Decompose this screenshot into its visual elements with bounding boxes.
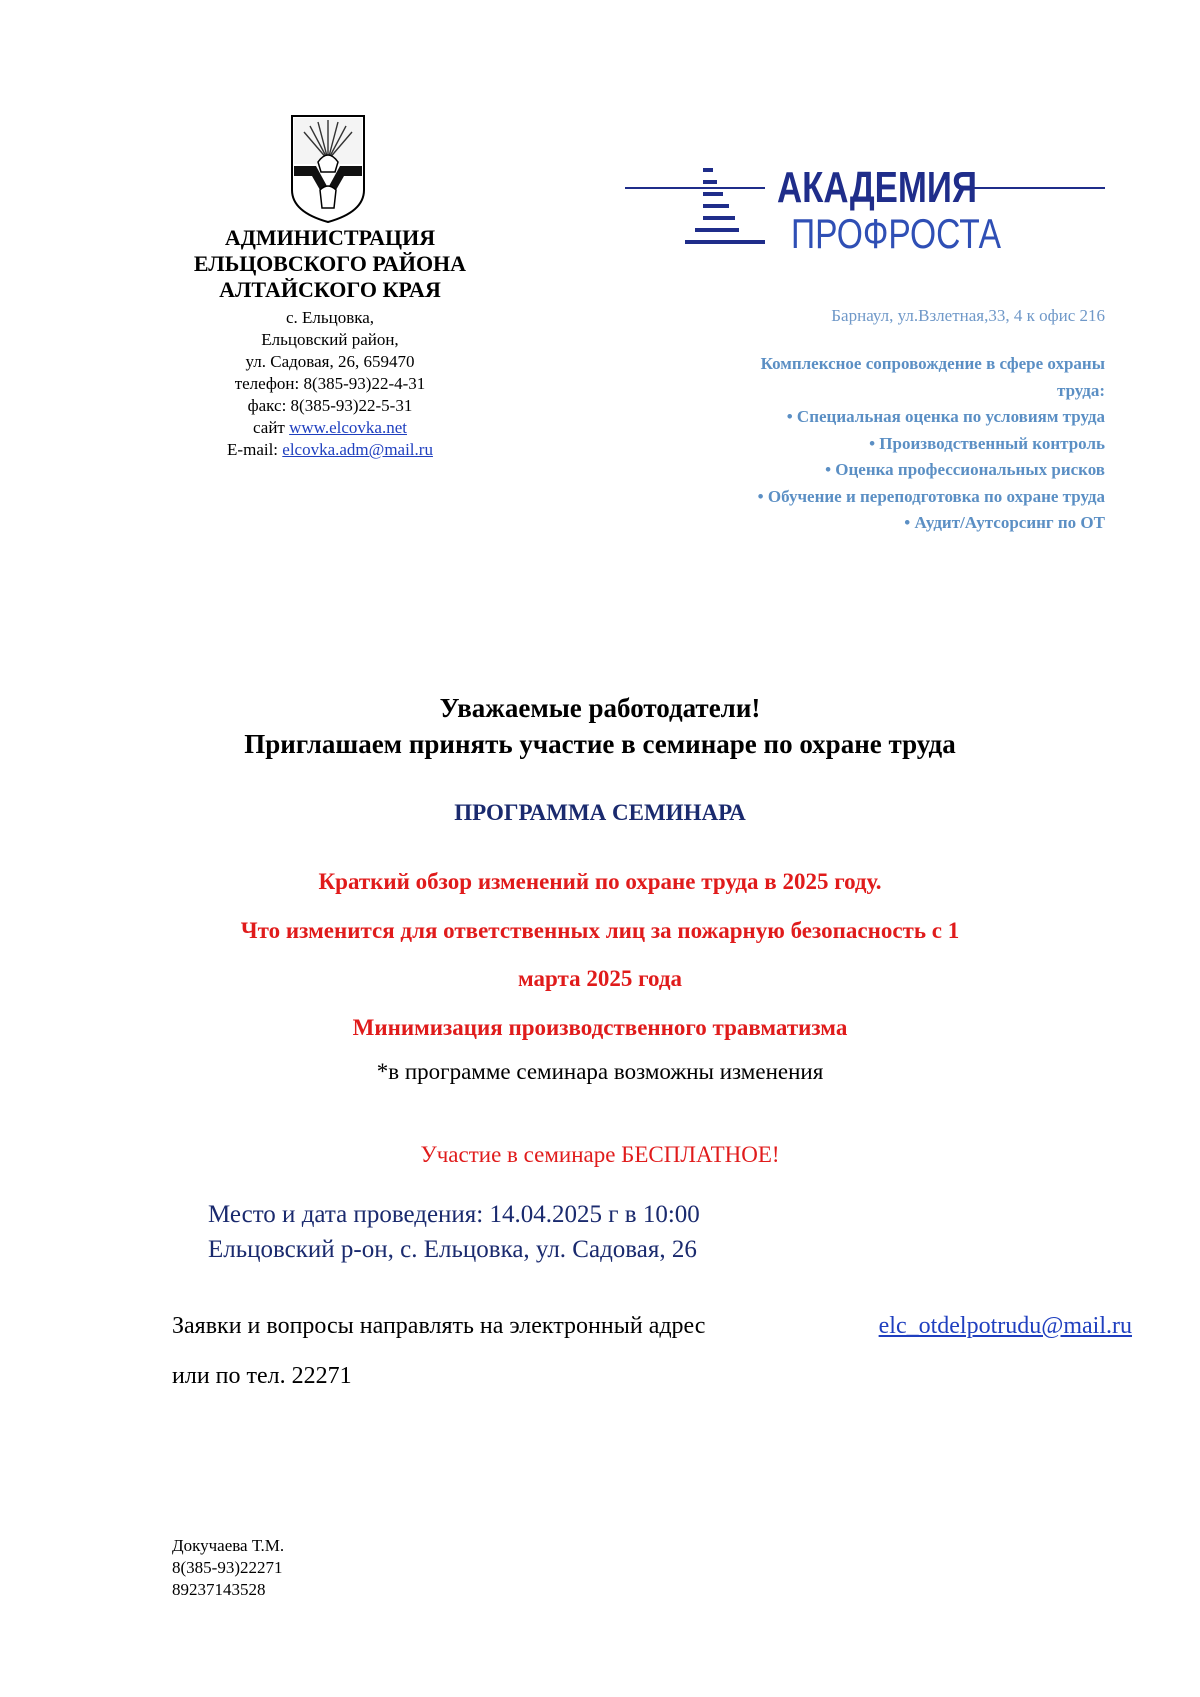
admin-contacts [165, 307, 495, 461]
footer-phone: 89237143528 [172, 1580, 266, 1599]
admin-title-line: ЕЛЬЦОВСКОГО РАЙОНА [193, 251, 467, 276]
topic-item: Что изменится для ответственных лиц за пожарную безопасность с 1 [240, 917, 960, 943]
application-info [172, 1301, 1132, 1401]
program-note: *в программе семинара возможны изменения [376, 1059, 824, 1084]
academy-logo-line2: ПРОФРОСТА [791, 210, 1001, 257]
academy-logo [625, 160, 1105, 270]
admin-fax: факс: 8(385-93)22-5-31 [247, 396, 413, 415]
services-title: труда: [1057, 380, 1105, 400]
academy-services [640, 351, 1105, 537]
place-and-date [208, 1197, 700, 1267]
admin-title-line: АЛТАЙСКОГО КРАЯ [219, 277, 441, 302]
academy-address: Барнаул, ул.Взлетная,33, 4 к офис 216 [831, 306, 1105, 325]
program-topics [180, 858, 1020, 1052]
application-row [172, 1301, 1132, 1351]
admin-address-line: с. Ельцовка, [285, 308, 375, 327]
academy-info [640, 305, 1105, 537]
service-item: • Аудит/Аутсорсинг по ОТ [904, 513, 1105, 532]
administration-header [165, 225, 495, 461]
admin-title-line: АДМИНИСТРАЦИЯ [224, 225, 436, 250]
admin-site-link[interactable]: www.elcovka.net [289, 418, 407, 437]
services-title: Комплексное сопровождение в сфере охраны [760, 354, 1105, 373]
academy-logo-line1: АКАДЕМИЯ [777, 163, 977, 212]
footer-contact [172, 1535, 284, 1601]
admin-phone: телефон: 8(385-93)22-4-31 [234, 374, 426, 393]
invitation-heading [0, 690, 1200, 762]
footer-phone: 8(385-93)22271 [172, 1558, 283, 1577]
application-phone: или по тел. 22271 [172, 1363, 352, 1389]
topic-item: Минимизация производственного травматизма [352, 1014, 848, 1040]
invitation-text: Приглашаем принять участие в семинаре по охране труда [244, 729, 956, 759]
admin-email-row [165, 439, 495, 461]
admin-site-label: сайт [253, 418, 290, 437]
footer-name: Докучаева Т.М. [172, 1536, 285, 1555]
place-date-line: Место и дата проведения: 14.04.2025 г в 10:00 [208, 1201, 700, 1228]
program-title: ПРОГРАММА СЕМИНАРА [454, 800, 746, 825]
coat-of-arms-emblem [288, 112, 368, 224]
free-participation: Участие в семинаре БЕСПЛАТНОЕ! [420, 1142, 780, 1167]
admin-title [165, 225, 495, 303]
service-item: • Производственный контроль [869, 433, 1105, 453]
admin-site-row [165, 417, 495, 439]
application-text: Заявки и вопросы направлять на электронный адрес [172, 1313, 706, 1339]
admin-address-line: ул. Садовая, 26, 659470 [245, 352, 415, 371]
service-item: • Обучение и переподготовка по охране труда [757, 486, 1105, 506]
application-email-link[interactable]: elc_otdelpotrudu@mail.ru [878, 1313, 1132, 1339]
admin-email-link[interactable]: elcovka.adm@mail.ru [282, 440, 433, 459]
topic-item: Краткий обзор изменений по охране труда в 2025 году. [318, 869, 882, 894]
place-address-line: Ельцовский р-он, с. Ельцовка, ул. Садовая, 26 [208, 1236, 697, 1263]
admin-email-label: E-mail: [227, 440, 283, 459]
topic-item: марта 2025 года [518, 966, 682, 991]
greeting: Уважаемые работодатели! [439, 693, 761, 723]
service-item: • Оценка профессиональных рисков [825, 460, 1105, 479]
service-item: • Специальная оценка по условиям труда [786, 407, 1105, 426]
admin-address-line: Ельцовский район, [261, 330, 399, 349]
